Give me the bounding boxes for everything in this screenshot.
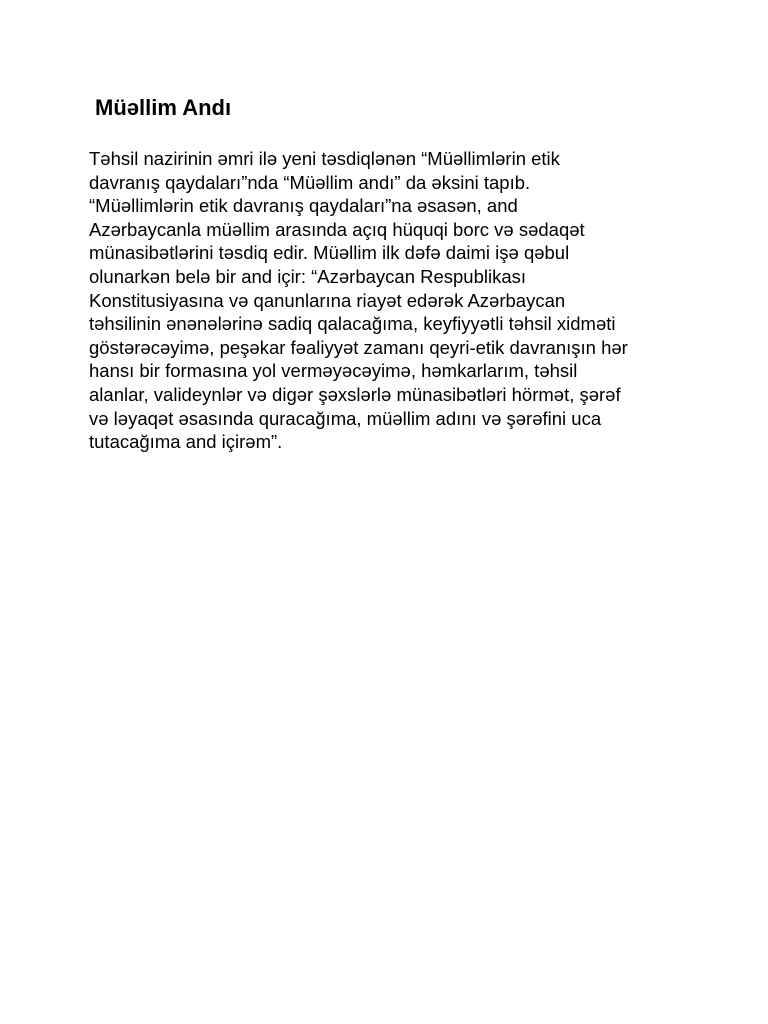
document-body — [89, 147, 729, 454]
body-line: “Müəllimlərin etik davranış qaydaları”na əsasən, and — [89, 195, 518, 217]
body-line: olunarkən belə bir and içir: “Azərbaycan Respublikası — [89, 265, 527, 287]
body-line: münasibətlərini təsdiq edir. Müəllim ilk dəfə daimi işə qəbul — [89, 242, 570, 264]
body-line: davranış qaydaları”nda “Müəllim andı” da əksini tapıb. — [89, 171, 531, 193]
body-line: alanlar, valideynlər və digər şəxslərlə münasibətləri hörmət, şərəf — [89, 383, 621, 405]
body-line: hansı bir formasına yol verməyəcəyimə, həmkarlarım, təhsil — [89, 360, 578, 382]
body-line: təhsilinin ənənələrinə sadiq qalacağıma, keyfiyyətli təhsil xidməti — [89, 313, 616, 335]
body-line: Azərbaycanla müəllim arasında açıq hüquqi borc və sədaqət — [89, 218, 585, 240]
body-line: tutacağıma and içirəm”. — [89, 431, 283, 453]
body-line: Konstitusiyasına və qanunlarına riayət edərək Azərbaycan — [89, 289, 566, 311]
body-line: və ləyaqət əsasında quracağıma, müəllim adını və şərəfini uca — [89, 407, 602, 429]
document-title: Müəllim Andı — [95, 95, 232, 120]
body-line: Təhsil nazirinin əmri ilə yeni təsdiqlənən “Müəllimlərin etik — [89, 148, 560, 169]
body-line: göstərəcəyimə, peşəkar fəaliyyət zamanı qeyri-etik davranışın hər — [89, 336, 628, 358]
